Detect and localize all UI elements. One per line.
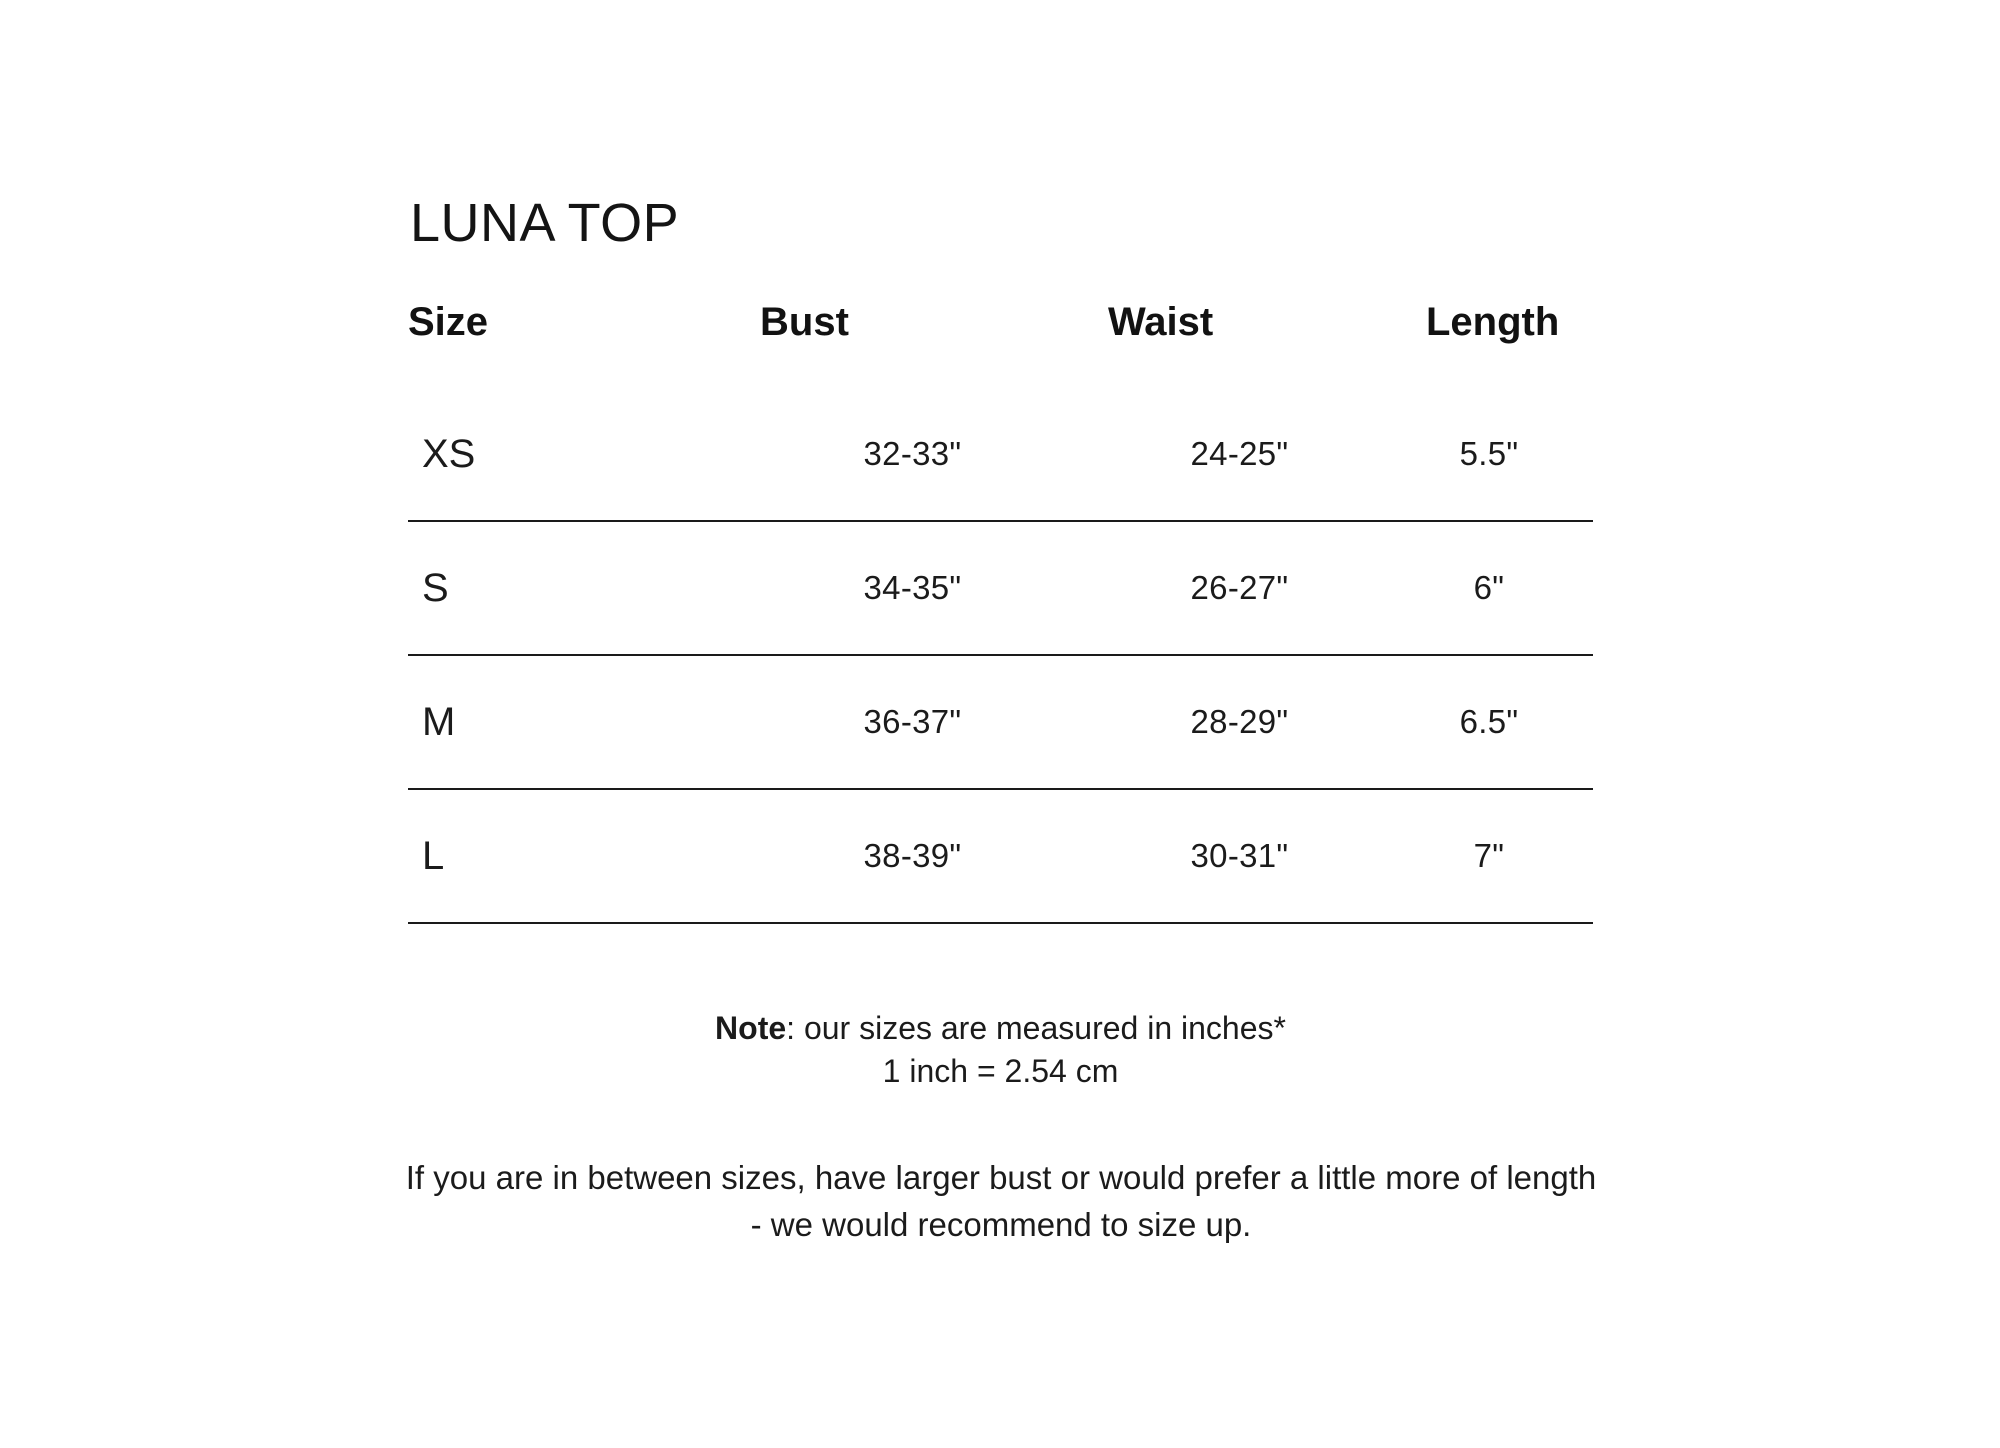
table-header <box>408 302 1593 388</box>
conversion-note: 1 inch = 2.54 cm <box>882 1052 1119 1089</box>
cell-bust: 38-39" <box>760 789 1080 923</box>
table-header-row <box>408 302 1593 388</box>
cell-size: XS <box>408 388 760 521</box>
column-header-size: Size <box>408 300 489 344</box>
cell-size: L <box>408 789 760 923</box>
cell-length: 7" <box>1402 789 1593 923</box>
cell-waist: 28-29" <box>1080 655 1402 789</box>
column-header-waist: Waist <box>1108 300 1214 344</box>
sizing-advice: If you are in between sizes, have larger bust or would prefer a little more of length - we would recommend to size up. <box>405 1159 1597 1243</box>
size-chart-container <box>408 193 1593 924</box>
cell-waist: 26-27" <box>1080 521 1402 655</box>
notes-block <box>408 1008 1593 1092</box>
table-row <box>408 789 1593 923</box>
table-row <box>408 521 1593 655</box>
cell-waist: 24-25" <box>1080 388 1402 521</box>
cell-length: 6" <box>1402 521 1593 655</box>
table-row <box>408 388 1593 521</box>
cell-size: M <box>408 655 760 789</box>
size-chart-table <box>408 302 1593 924</box>
column-header-bust: Bust <box>760 300 849 344</box>
cell-length: 5.5" <box>1402 388 1593 521</box>
cell-bust: 34-35" <box>760 521 1080 655</box>
cell-size: S <box>408 521 760 655</box>
measurement-note <box>408 1008 1593 1049</box>
cell-waist: 30-31" <box>1080 789 1402 923</box>
note-text: : our sizes are measured in inches* <box>786 1010 1286 1046</box>
column-header-length: Length <box>1426 300 1560 344</box>
cell-bust: 32-33" <box>760 388 1080 521</box>
table-row <box>408 655 1593 789</box>
note-label: Note <box>715 1010 787 1046</box>
cell-length: 6.5" <box>1402 655 1593 789</box>
page-title: LUNA TOP <box>410 193 680 253</box>
table-body <box>408 388 1593 923</box>
cell-bust: 36-37" <box>760 655 1080 789</box>
